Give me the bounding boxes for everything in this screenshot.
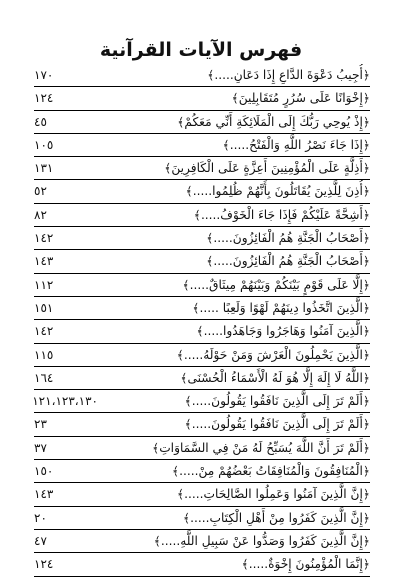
verse-text: ﴿الَّذِينَ اتَّخَذُوا دِينَهُمْ لَهْوًا وَلَعِبًا .....﴾: [192, 300, 370, 315]
index-entry: [34, 204, 370, 227]
verse-text: ﴿الَّذِينَ آمَنُوا وَهَاجَرُوا وَجَاهَدُوا.....﴾: [196, 324, 370, 339]
index-entry: [34, 64, 370, 87]
index-entry: [34, 367, 370, 390]
verse-text: ﴿أُذِنَ لِلَّذِينَ يُقَاتَلُونَ بِأَنَّهُمْ ظُلِمُوا.....﴾: [185, 184, 370, 199]
page-number: ١٢٤: [34, 557, 54, 572]
verse-text: ﴿الْمُنَافِقُونَ وَالْمُنَافِقَاتُ بَعْضُهُمْ مِنْ.....﴾: [171, 464, 370, 479]
verse-text: ﴿إِنَّمَا الْمُؤْمِنُونَ إِخْوَةٌ.....﴾: [241, 557, 370, 572]
verse-text: ﴿إِلَّا عَلَى قَوْمٍ بَيْنَكُمْ وَبَيْنَهُمْ مِيثَاقٌ.....﴾: [182, 277, 370, 292]
verse-text: ﴿أَشِحَّةً عَلَيْكُمْ فَإِذَا جَاءَ الْخَوْفُ.....﴾: [193, 207, 370, 222]
verse-text: ﴿أَلَمْ تَرَ إِلَى الَّذِينَ نَافَقُوا يَقُولُونَ.....﴾: [184, 394, 370, 409]
index-entry: [34, 180, 370, 203]
page-number: ١٣١: [34, 161, 54, 176]
page-number: ٢٣: [34, 417, 47, 432]
page-number: ١٤٢: [34, 231, 54, 246]
index-entry: [34, 507, 370, 530]
verse-text: ﴿أَلَمْ تَرَ أَنَّ اللَّهَ يُسَبِّحُ لَهُ مَنْ فِي السَّمَاوَاتِ﴾: [152, 440, 370, 455]
index-entry: [34, 344, 370, 367]
page-title: فهرس الآيات القرآنية: [99, 39, 303, 61]
index-entry: [34, 320, 370, 343]
verse-text: ﴿إِذَا جَاءَ نَصْرُ اللَّهِ وَالْفَتْحُ.....﴾: [222, 137, 370, 152]
verse-text: ﴿الَّذِينَ يَحْمِلُونَ الْعَرْشَ وَمَنْ حَوْلَهُ.....﴾: [176, 347, 370, 362]
index-entry: [34, 250, 370, 273]
page-number: ٤٥: [34, 114, 47, 129]
index-entry: [34, 437, 370, 460]
page-number: ١١٢: [34, 277, 54, 292]
page-number: ١٤٣: [34, 487, 54, 502]
index-entry: [34, 413, 370, 436]
index-entry: [34, 157, 370, 180]
verse-text: ﴿إِنَّ الَّذِينَ كَفَرُوا مِنْ أَهْلِ الْكِتَابِ.....﴾: [182, 510, 370, 525]
page-number: ١٢١،١٢٣،١٣٠: [32, 394, 98, 409]
index-entry: [34, 460, 370, 483]
index-entry: [34, 134, 370, 157]
page-number: ١٦٤: [34, 370, 54, 385]
page-number: ١٤٣: [34, 254, 54, 269]
verse-text: ﴿إِذْ يُوحِي رَبُّكَ إِلَى الْمَلَائِكَةِ أَنِّي مَعَكُمْ﴾: [177, 114, 370, 129]
index-entry: [34, 297, 370, 320]
index-entry: [34, 227, 370, 250]
page-number: ٣٧: [34, 440, 47, 455]
page-number: ١٧٠: [34, 68, 54, 82]
verse-index-list: [34, 64, 370, 577]
page-number: ٥٢: [34, 184, 47, 199]
verse-text: ﴿أَذِلَّةٍ عَلَى الْمُؤْمِنِينَ أَعِزَّةٍ عَلَى الْكَافِرِينَ﴾: [164, 161, 370, 176]
index-entry: [34, 530, 370, 553]
page-number: ١٤٢: [34, 324, 54, 339]
index-entry: [34, 87, 370, 110]
page-number: ١٥٠: [34, 464, 54, 479]
page-number: ١٢٤: [34, 91, 54, 106]
verse-text: ﴿إِخْوَانًا عَلَى سُرُرٍ مُتَقَابِلِينَ﴾: [231, 91, 370, 106]
verse-text: ﴿إِنَّ الَّذِينَ آمَنُوا وَعَمِلُوا الصَّالِحَاتِ.....﴾: [177, 487, 370, 502]
page-number: ١٠٥: [34, 137, 54, 152]
page-number: ٢٠: [34, 510, 47, 525]
index-entry: [34, 274, 370, 297]
verse-text: ﴿اللَّهُ لَا إِلَهَ إِلَّا هُوَ لَهُ الْأَسْمَاءُ الْحُسْنَى﴾: [180, 370, 370, 385]
verse-text: ﴿أَصْحَابُ الْجَنَّةِ هُمُ الْفَائِزُونَ.....﴾: [206, 231, 370, 246]
verse-text: ﴿أُجِيبُ دَعْوَةَ الدَّاعِ إِذَا دَعَانِ.....﴾: [207, 68, 370, 82]
index-entry: [34, 111, 370, 134]
verse-text: ﴿أَلَمْ تَرَ إِلَى الَّذِينَ نَافَقُوا يَقُولُونَ.....﴾: [184, 417, 370, 432]
page-number: ١٥١: [34, 300, 54, 315]
index-entry: [34, 390, 370, 413]
index-entry: [34, 483, 370, 506]
index-entry: [34, 553, 370, 576]
verse-text: ﴿إِنَّ الَّذِينَ كَفَرُوا وَصَدُّوا عَنْ سَبِيلِ اللَّهِ.....﴾: [153, 533, 370, 548]
page-number: ٨٢: [34, 207, 47, 222]
verse-text: ﴿أَصْحَابُ الْجَنَّةِ هُمُ الْفَائِزُونَ.....﴾: [206, 254, 370, 269]
page-number: ٤٧: [34, 533, 47, 548]
page-number: ١١٥: [34, 347, 54, 362]
